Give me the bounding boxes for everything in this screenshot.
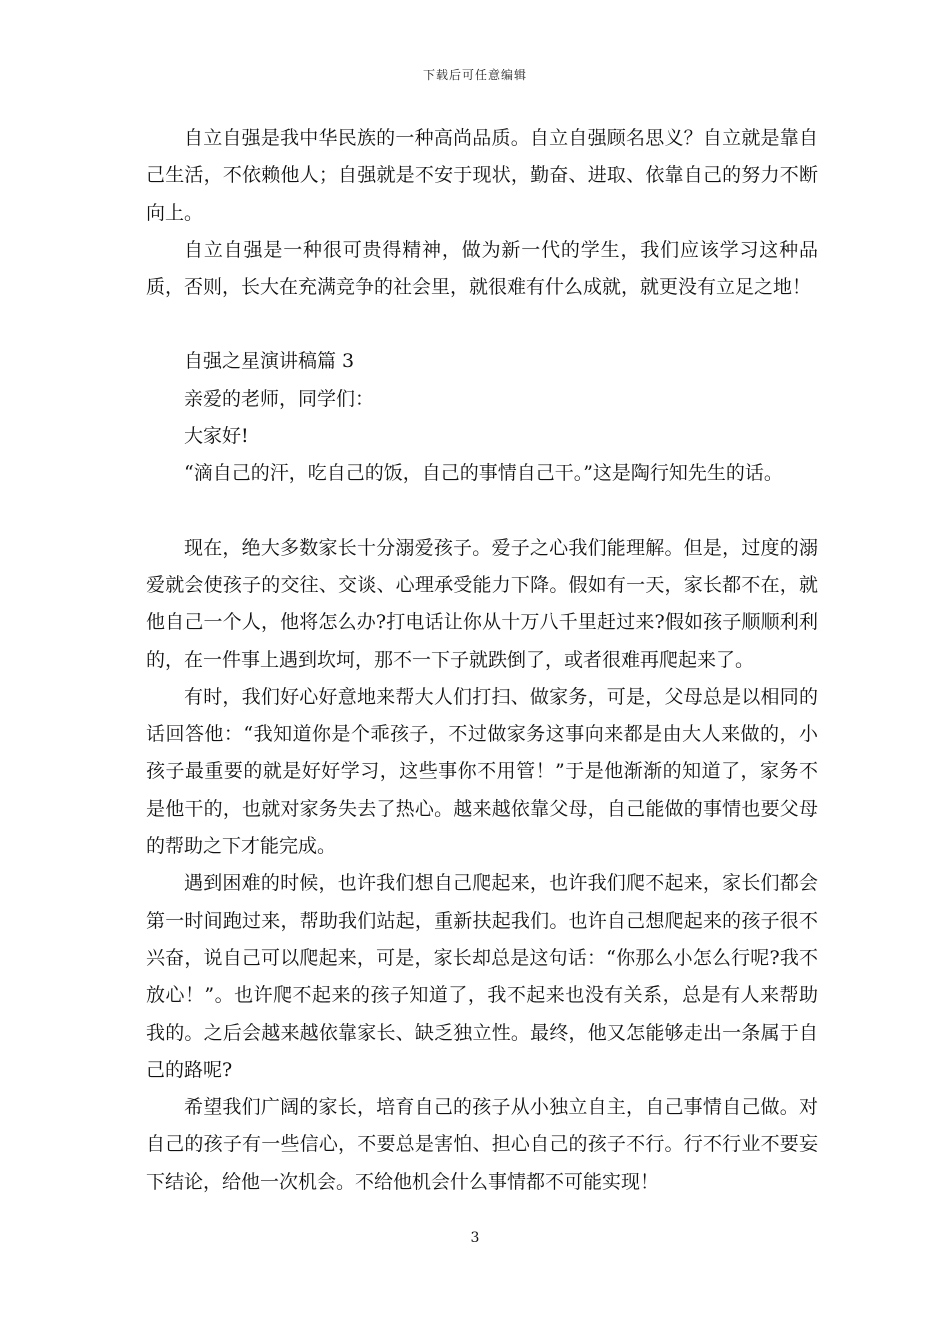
quote-paragraph: “滴自己的汗，吃自己的饭，自己的事情自己干。”这是陶行知先生的话。 [184, 462, 783, 485]
spacer [146, 493, 818, 530]
paragraph-housework: 有时，我们好心好意地来帮大人们打扫、做家务，可是，父母总是以相同的话回答他：“我知道你是个乖孩子，不过做家务这事向来都是由大人来做的，小孩子最重要的就是好好学习，这些事你不用管！”于是他渐渐的知道了，家务不是他干的，也就对家务失去了热心。越来越依靠父母，自己能做的事情也要父母的帮助之下才能完成。 [146, 685, 818, 858]
paragraph-spoiling: 现在，绝大多数家长十分溺爱孩子。爱子之心我们能理解。但是，过度的溺爱就会使孩子的交往、交谈、心理承受能力下降。假如有一天，家长都不在，就他自己一个人，他将怎么办?打电话让你从十万八千里赶过来?假如孩子顺顺利利的，在一件事上遇到坎坷，那不一下子就跌倒了，或者很难再爬起来了。 [146, 536, 818, 671]
section-title: 自强之星演讲稿篇 3 [184, 350, 355, 373]
paragraph-difficulties: 遇到困难的时候，也许我们想自己爬起来，也许我们爬不起来，家长们都会第一时间跑过来，帮助我们站起，重新扶起我们。也许自己想爬起来的孩子很不兴奋，说自己可以爬起来，可是，家长却总是这句话：“你那么小怎么行呢?我不放心！”。也许爬不起来的孩子知道了，我不起来也没有关系，总是有人来帮助我的。之后会越来越依靠家长、缺乏独立性。最终，他又怎能够走出一条属于自己的路呢? [146, 872, 818, 1081]
greeting-line: 大家好! [184, 425, 249, 448]
spacer [146, 306, 818, 343]
document-body [146, 120, 818, 1201]
paragraph-hope: 希望我们广阔的家长，培育自己的孩子从小独立自主，自己事情自己做。对自己的孩子有一些信心，不要总是害怕、担心自己的孩子不行。行不行业不要妄下结论，给他一次机会。不给他机会什么事情都不可能实现！ [146, 1096, 818, 1193]
paragraph-self-reliance-value: 自立自强是一种很可贵得精神，做为新一代的学生，我们应该学习这种品质，否则，长大在充满竞争的社会里，就很难有什么成就，就更没有立足之地！ [146, 238, 818, 299]
paragraph-self-reliance-definition: 自立自强是我中华民族的一种高尚品质。自立自强顾名思义？自立就是靠自己生活，不依赖他人；自强就是不安于现状，勤奋、进取、依靠自己的努力不断向上。 [146, 127, 818, 224]
salutation: 亲爱的老师，同学们： [184, 387, 375, 410]
page-number: 3 [470, 1230, 480, 1246]
page-header: 下载后可任意编辑 [422, 68, 527, 82]
